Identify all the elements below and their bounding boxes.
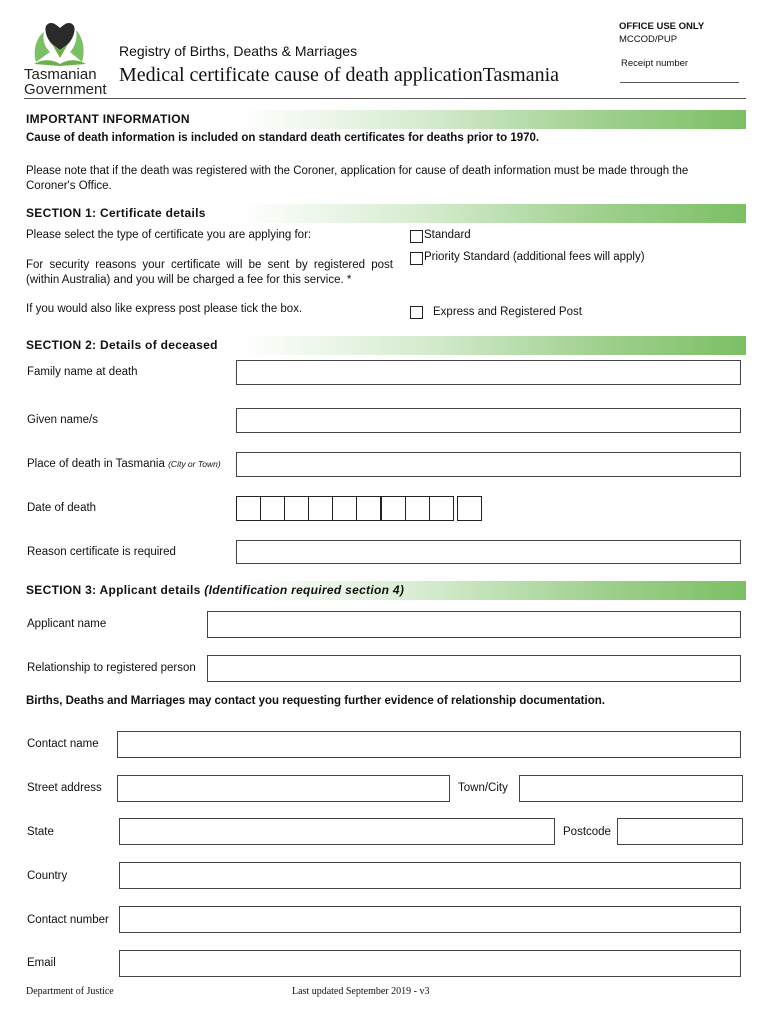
office-use-label: OFFICE USE ONLY bbox=[619, 21, 705, 32]
certificate-type-prompt: Please select the type of certificate you are applying for: bbox=[26, 229, 312, 241]
place-of-death-hint: (City or Town) bbox=[168, 459, 221, 469]
express-checkbox[interactable] bbox=[410, 306, 423, 319]
street-address-input[interactable] bbox=[117, 775, 450, 802]
family-name-label: Family name at death bbox=[27, 366, 138, 378]
date-digit-6[interactable] bbox=[356, 496, 381, 521]
country-input[interactable] bbox=[119, 862, 741, 889]
town-city-input[interactable] bbox=[519, 775, 743, 802]
relationship-input[interactable] bbox=[207, 655, 741, 682]
logo-text-line1: Tasmanian bbox=[24, 66, 97, 83]
footer-department: Department of Justice bbox=[26, 986, 114, 997]
date-digit-8[interactable] bbox=[405, 496, 430, 521]
header-divider bbox=[24, 98, 746, 99]
standard-label: Standard bbox=[424, 229, 471, 241]
section3-heading-text: SECTION 3: Applicant details bbox=[26, 583, 201, 597]
reason-input[interactable] bbox=[236, 540, 741, 564]
standard-checkbox[interactable] bbox=[410, 230, 423, 243]
date-digit-2[interactable] bbox=[260, 496, 285, 521]
receipt-number-line bbox=[620, 82, 739, 83]
logo-wordmark bbox=[24, 67, 107, 97]
date-digit-4[interactable] bbox=[308, 496, 333, 521]
date-digit-5[interactable] bbox=[332, 496, 357, 521]
registry-title: Registry of Births, Deaths & Marriages bbox=[119, 43, 358, 59]
contact-number-input[interactable] bbox=[119, 906, 741, 933]
applicant-name-label: Applicant name bbox=[27, 618, 107, 630]
security-note: For security reasons your certificate will be sent by registered post (within Australia) and you will be charged a fee for this service. * bbox=[26, 259, 393, 286]
section3-heading-note: (Identification required section 4) bbox=[204, 583, 405, 597]
office-code: MCCOD/PUP bbox=[619, 34, 678, 45]
place-of-death-text: Place of death in Tasmania bbox=[27, 458, 165, 470]
town-city-label: Town/City bbox=[458, 782, 508, 794]
receipt-number-label: Receipt number bbox=[621, 58, 689, 69]
relationship-label: Relationship to registered person bbox=[27, 662, 196, 674]
important-heading: IMPORTANT INFORMATION bbox=[24, 110, 746, 129]
important-bold-line: Cause of death information is included on standard death certificates for deaths prior to 1970. bbox=[26, 132, 540, 144]
applicant-name-input[interactable] bbox=[207, 611, 741, 638]
express-prompt: If you would also like express post please tick the box. bbox=[26, 303, 303, 315]
state-label: State bbox=[27, 826, 54, 838]
place-of-death-input[interactable] bbox=[236, 452, 741, 477]
contact-name-label: Contact name bbox=[27, 738, 99, 750]
section1-heading: SECTION 1: Certificate details bbox=[24, 204, 746, 223]
footer-updated: Last updated September 2019 - v3 bbox=[292, 986, 430, 997]
section2-heading: SECTION 2: Details of deceased bbox=[24, 336, 746, 355]
given-names-label: Given name/s bbox=[27, 414, 98, 426]
state-input[interactable] bbox=[119, 818, 555, 845]
priority-checkbox[interactable] bbox=[410, 252, 423, 265]
country-label: Country bbox=[27, 870, 68, 882]
family-name-input[interactable] bbox=[236, 360, 741, 385]
postcode-label: Postcode bbox=[563, 826, 611, 838]
date-of-death-label: Date of death bbox=[27, 502, 97, 514]
postcode-input[interactable] bbox=[617, 818, 743, 845]
date-digit-3[interactable] bbox=[284, 496, 309, 521]
date-digit-7[interactable] bbox=[381, 496, 406, 521]
contact-name-input[interactable] bbox=[117, 731, 741, 758]
priority-label: Priority Standard (additional fees will apply) bbox=[424, 251, 645, 263]
page-title: Medical certificate cause of death applicationTasmania bbox=[119, 64, 560, 86]
section3-heading bbox=[24, 581, 746, 600]
given-names-input[interactable] bbox=[236, 408, 741, 433]
logo-text-line2: Government bbox=[24, 81, 107, 98]
email-label: Email bbox=[27, 957, 56, 969]
contact-number-label: Contact number bbox=[27, 914, 109, 926]
street-address-label: Street address bbox=[27, 782, 102, 794]
date-digit-9[interactable] bbox=[429, 496, 454, 521]
coroner-note: Please note that if the death was registered with the Coroner, application for cause of death information must be made through the Coroner's Office. bbox=[26, 165, 689, 192]
evidence-note: Births, Deaths and Marriages may contact you requesting further evidence of relationship documentation. bbox=[26, 695, 605, 707]
place-of-death-label bbox=[27, 458, 221, 470]
date-digit-1[interactable] bbox=[236, 496, 261, 521]
express-label: Express and Registered Post bbox=[433, 306, 582, 318]
reason-label: Reason certificate is required bbox=[27, 546, 176, 558]
date-digit-10[interactable] bbox=[457, 496, 482, 521]
email-input[interactable] bbox=[119, 950, 741, 977]
